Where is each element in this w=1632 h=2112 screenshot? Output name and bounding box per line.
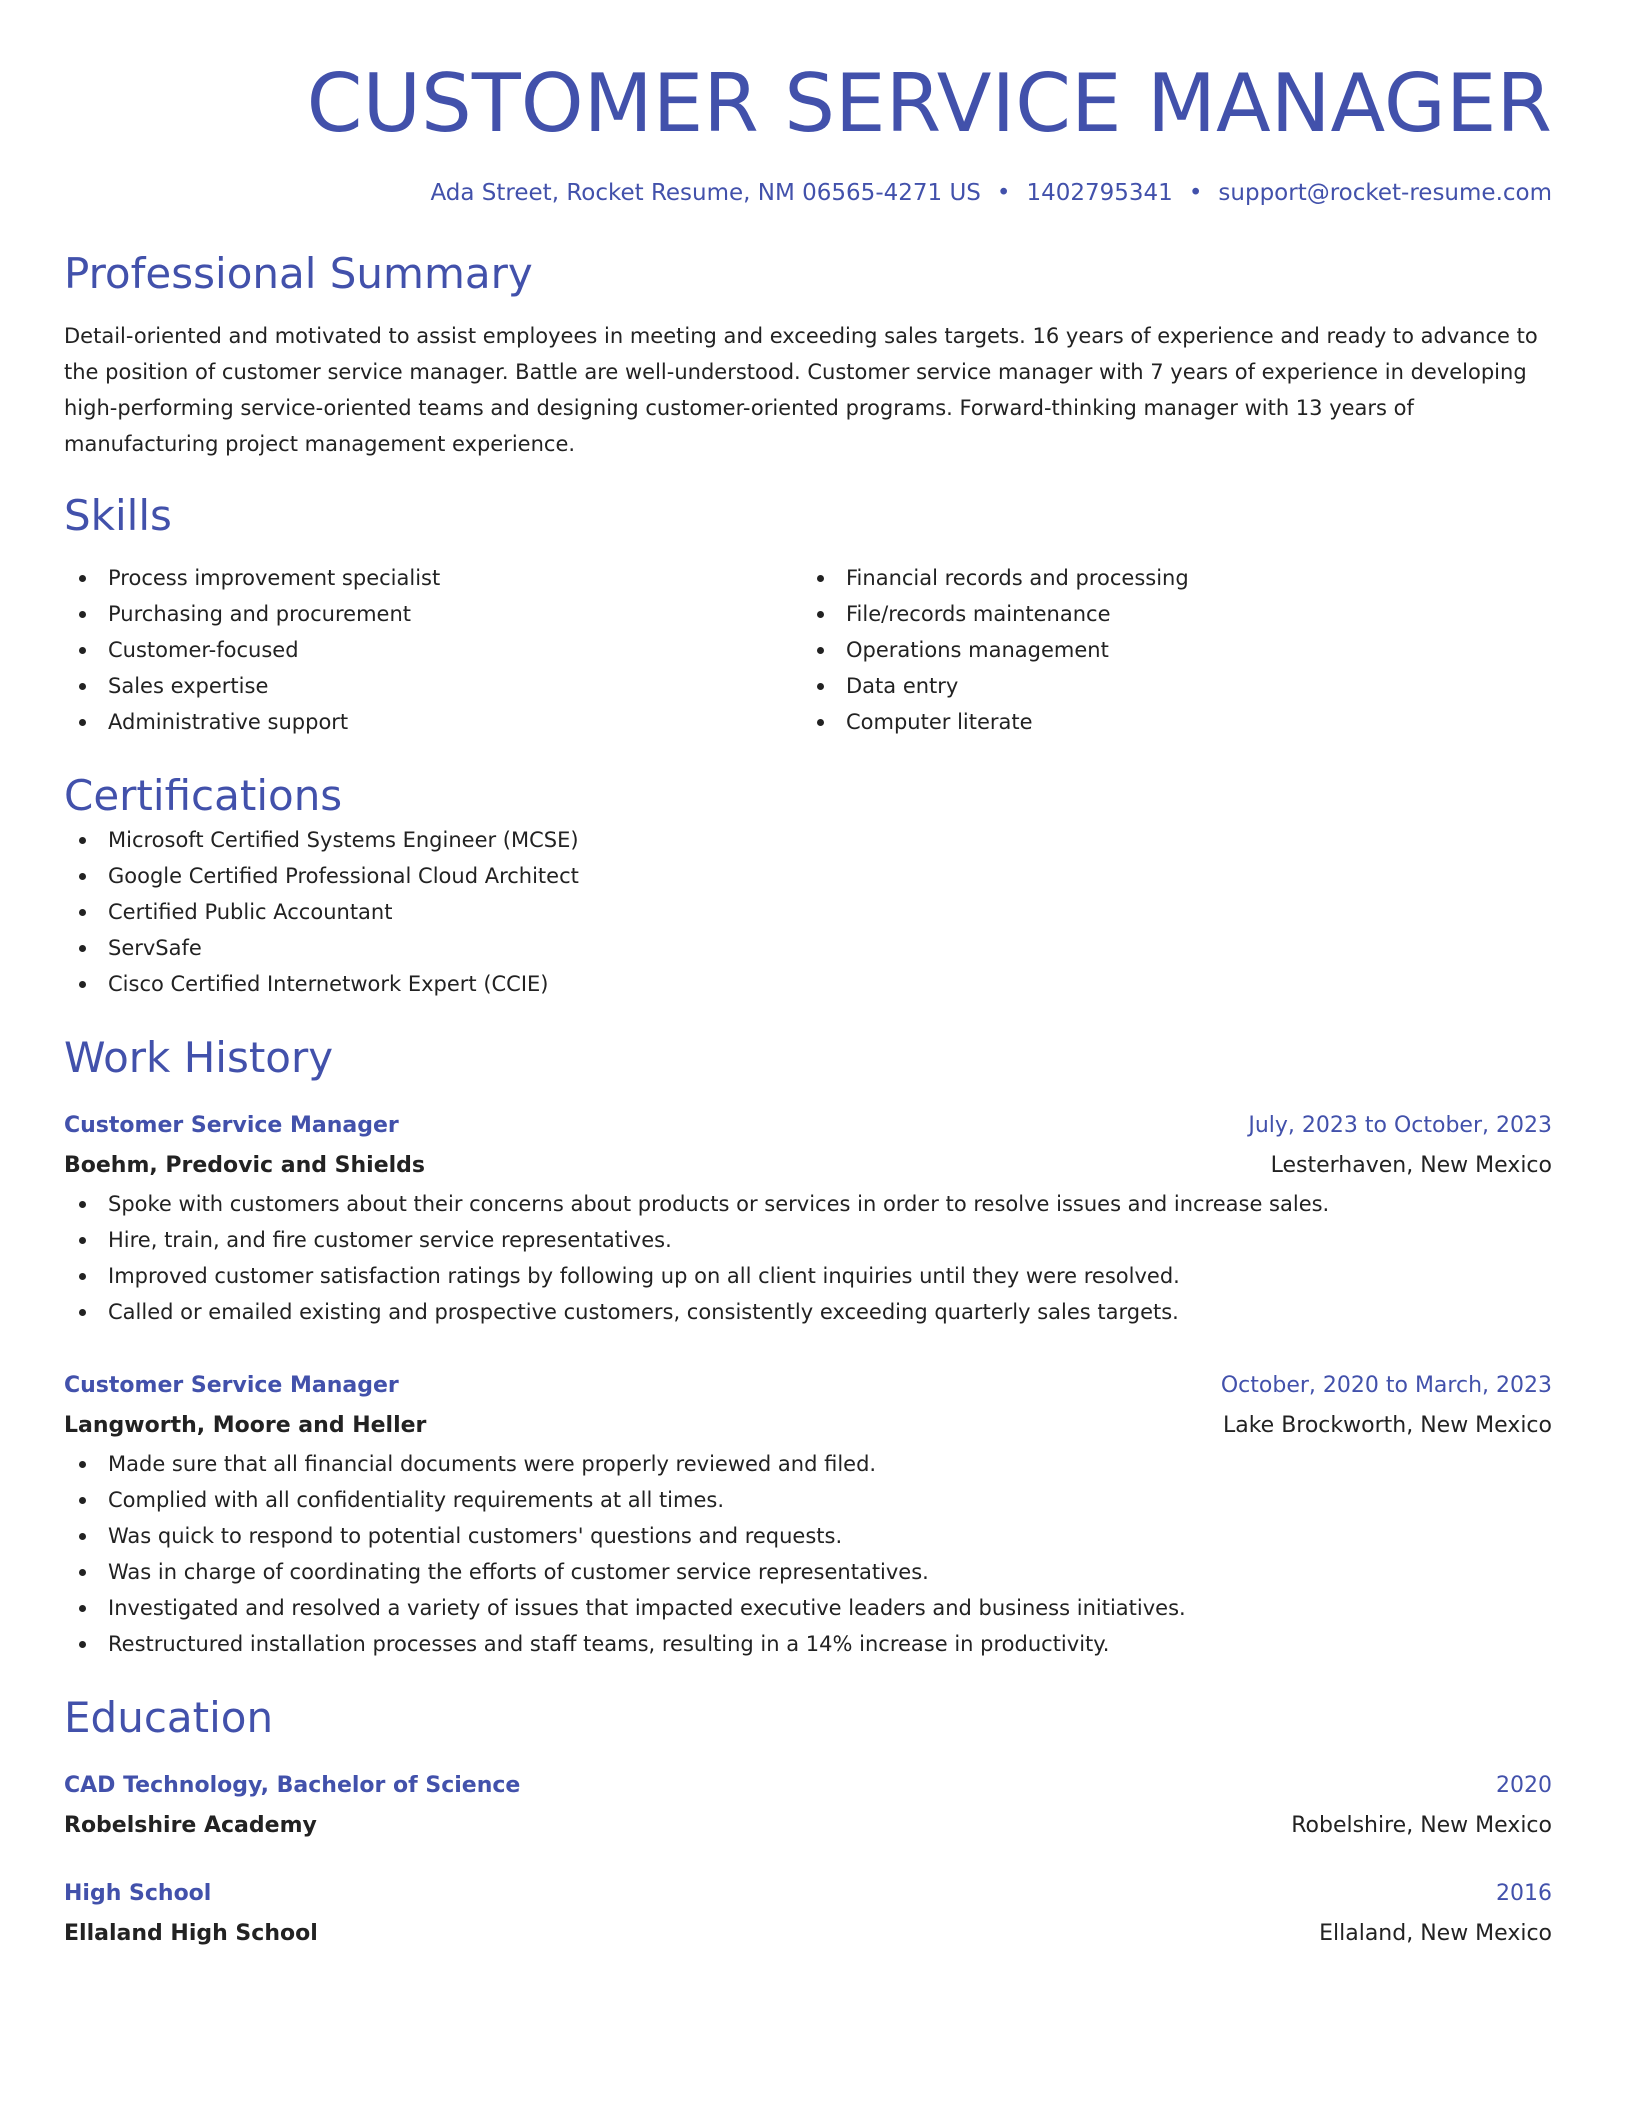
- job-header-row: [64, 1366, 1552, 1406]
- certification-label: Microsoft Certified Systems Engineer (MCSE): [108, 828, 579, 852]
- education-entry: [64, 1874, 1552, 1954]
- job-company: Boehm, Predovic and Shields: [64, 1153, 426, 1178]
- job-bullet-text: Spoke with customers about their concerns about products or services in order to resolve issues and increase sales.: [108, 1192, 1330, 1216]
- bullet-icon: [817, 683, 824, 690]
- job-bullet-text: Called or emailed existing and prospective customers, consistently exceeding quarterly sales targets.: [108, 1300, 1179, 1324]
- job-bullet: [64, 1518, 1552, 1554]
- education-header-row: [64, 1766, 1552, 1806]
- job-bullet-text: Improved customer satisfaction ratings by following up on all client inquiries until they were resolved.: [108, 1264, 1180, 1288]
- bullet-icon: [79, 719, 86, 726]
- skill-label: Operations management: [846, 638, 1109, 662]
- education-location: Ellaland, New Mexico: [1319, 1921, 1552, 1946]
- skill-item: [802, 632, 1540, 668]
- education-section: [64, 1692, 1552, 1954]
- education-entry: [64, 1766, 1552, 1846]
- job-bullet: [64, 1590, 1552, 1626]
- contact-separator: •: [996, 180, 1011, 206]
- bullet-icon: [79, 1309, 86, 1316]
- job-bullet: [64, 1258, 1552, 1294]
- bullet-icon: [79, 1461, 86, 1468]
- certification-item: [64, 966, 1552, 1002]
- bullet-icon: [79, 647, 86, 654]
- skill-item: [802, 596, 1540, 632]
- summary-text: Detail-oriented and motivated to assist employees in meeting and exceeding sales targets. 16 years of experience and ready to advance to the position of customer service manager. Battle are well-understood. Customer service manager with 7 years of experience in developing high-performing service-oriented teams and designing customer-oriented programs. Forward-thinking manager with 13 years of manufacturing project management experience.: [64, 324, 1538, 456]
- work-history-heading: Work History: [64, 1033, 334, 1082]
- certification-item: [64, 822, 1552, 858]
- skill-label: Purchasing and procurement: [108, 602, 411, 626]
- skill-label: Customer-focused: [108, 638, 299, 662]
- bullet-icon: [79, 945, 86, 952]
- education-school-row: [64, 1914, 1552, 1954]
- job-role: Customer Service Manager: [64, 1373, 399, 1398]
- bullet-icon: [817, 647, 824, 654]
- job-company-row: [64, 1146, 1552, 1186]
- job-bullet-text: Made sure that all financial documents were properly reviewed and filed.: [108, 1452, 877, 1476]
- bullet-icon: [79, 575, 86, 582]
- bullet-icon: [79, 1237, 86, 1244]
- certification-item: [64, 858, 1552, 894]
- bullet-icon: [79, 1641, 86, 1648]
- skill-item: [802, 668, 1540, 704]
- job-bullets: [64, 1186, 1552, 1330]
- job-bullet: [64, 1446, 1552, 1482]
- skill-label: Computer literate: [846, 710, 1033, 734]
- skill-label: Administrative support: [108, 710, 349, 734]
- resume-header: [64, 56, 1552, 208]
- education-school-row: [64, 1806, 1552, 1846]
- job-bullet-text: Restructured installation processes and staff teams, resulting in a 14% increase in productivity.: [108, 1632, 1110, 1656]
- job-location: Lesterhaven, New Mexico: [1270, 1153, 1552, 1178]
- contact-phone: 1402795341: [1026, 180, 1173, 206]
- certifications-heading: Certifications: [64, 771, 343, 820]
- bullet-icon: [79, 981, 86, 988]
- bullet-icon: [79, 1605, 86, 1612]
- job-bullet-text: Was quick to respond to potential customers' questions and requests.: [108, 1524, 843, 1548]
- contact-separator: •: [1188, 180, 1203, 206]
- skill-label: Financial records and processing: [846, 566, 1189, 590]
- job-bullets: [64, 1446, 1552, 1662]
- skills-heading: Skills: [64, 491, 172, 540]
- job-header-row: [64, 1106, 1552, 1146]
- bullet-icon: [79, 837, 86, 844]
- bullet-icon: [79, 1533, 86, 1540]
- skills-list-right: [802, 560, 1540, 740]
- skill-item: [64, 560, 802, 596]
- bullet-icon: [79, 1497, 86, 1504]
- skill-item: [64, 704, 802, 740]
- education-heading: Education: [64, 1693, 274, 1742]
- bullet-icon: [79, 1569, 86, 1576]
- job-bullet-text: Hire, train, and fire customer service representatives.: [108, 1228, 672, 1252]
- certification-label: Google Certified Professional Cloud Architect: [108, 864, 579, 888]
- job-bullet-text: Investigated and resolved a variety of issues that impacted executive leaders and business initiatives.: [108, 1596, 1186, 1620]
- job-company: Langworth, Moore and Heller: [64, 1413, 427, 1438]
- job-entry: [64, 1366, 1552, 1662]
- job-company-row: [64, 1406, 1552, 1446]
- certification-label: Cisco Certified Internetwork Expert (CCIE): [108, 972, 549, 996]
- certification-item: [64, 894, 1552, 930]
- certification-label: ServSafe: [108, 936, 202, 960]
- education-location: Robelshire, New Mexico: [1291, 1813, 1552, 1838]
- skill-item: [802, 704, 1540, 740]
- skills-section: [64, 490, 1552, 740]
- job-entry: [64, 1106, 1552, 1330]
- skill-item: [64, 632, 802, 668]
- certification-label: Certified Public Accountant: [108, 900, 393, 924]
- education-school: Ellaland High School: [64, 1921, 318, 1946]
- job-dates: July, 2023 to October, 2023: [1248, 1113, 1552, 1138]
- summary-heading: Professional Summary: [64, 249, 533, 298]
- job-role: Customer Service Manager: [64, 1113, 399, 1138]
- education-degree: High School: [64, 1881, 212, 1906]
- job-bullet-text: Was in charge of coordinating the efforts of customer service representatives.: [108, 1560, 929, 1584]
- education-degree: CAD Technology, Bachelor of Science: [64, 1773, 521, 1798]
- job-bullet: [64, 1294, 1552, 1330]
- skills-columns: [64, 560, 1552, 740]
- bullet-icon: [79, 1201, 86, 1208]
- job-bullet: [64, 1626, 1552, 1662]
- skill-label: File/records maintenance: [846, 602, 1111, 626]
- education-year: 2016: [1496, 1881, 1552, 1906]
- job-bullet: [64, 1222, 1552, 1258]
- bullet-icon: [817, 575, 824, 582]
- bullet-icon: [79, 873, 86, 880]
- skill-item: [802, 560, 1540, 596]
- skill-item: [64, 668, 802, 704]
- skill-item: [64, 596, 802, 632]
- contact-email[interactable]: support@rocket-resume.com: [1218, 180, 1552, 206]
- job-bullet: [64, 1482, 1552, 1518]
- work-history-section: [64, 1032, 1552, 1662]
- job-dates: October, 2020 to March, 2023: [1220, 1373, 1552, 1398]
- bullet-icon: [79, 611, 86, 618]
- bullet-icon: [79, 683, 86, 690]
- job-bullet: [64, 1554, 1552, 1590]
- job-bullet: [64, 1186, 1552, 1222]
- skills-list-left: [64, 560, 802, 740]
- bullet-icon: [79, 909, 86, 916]
- contact-line: [64, 178, 1552, 208]
- education-school: Robelshire Academy: [64, 1813, 317, 1838]
- candidate-title: CUSTOMER SERVICE MANAGER: [306, 57, 1552, 150]
- contact-address: Ada Street, Rocket Resume, NM 06565-4271 US: [430, 180, 981, 206]
- certifications-section: [64, 770, 1552, 1002]
- bullet-icon: [817, 719, 824, 726]
- certifications-list: [64, 822, 1552, 1002]
- skill-label: Process improvement specialist: [108, 566, 441, 590]
- skill-label: Data entry: [846, 674, 959, 698]
- certification-item: [64, 930, 1552, 966]
- job-bullet-text: Complied with all confidentiality requirements at all times.: [108, 1488, 725, 1512]
- job-location: Lake Brockworth, New Mexico: [1222, 1413, 1552, 1438]
- education-header-row: [64, 1874, 1552, 1914]
- bullet-icon: [79, 1273, 86, 1280]
- bullet-icon: [817, 611, 824, 618]
- summary-section: [64, 248, 1552, 462]
- skill-label: Sales expertise: [108, 674, 269, 698]
- education-year: 2020: [1496, 1773, 1552, 1798]
